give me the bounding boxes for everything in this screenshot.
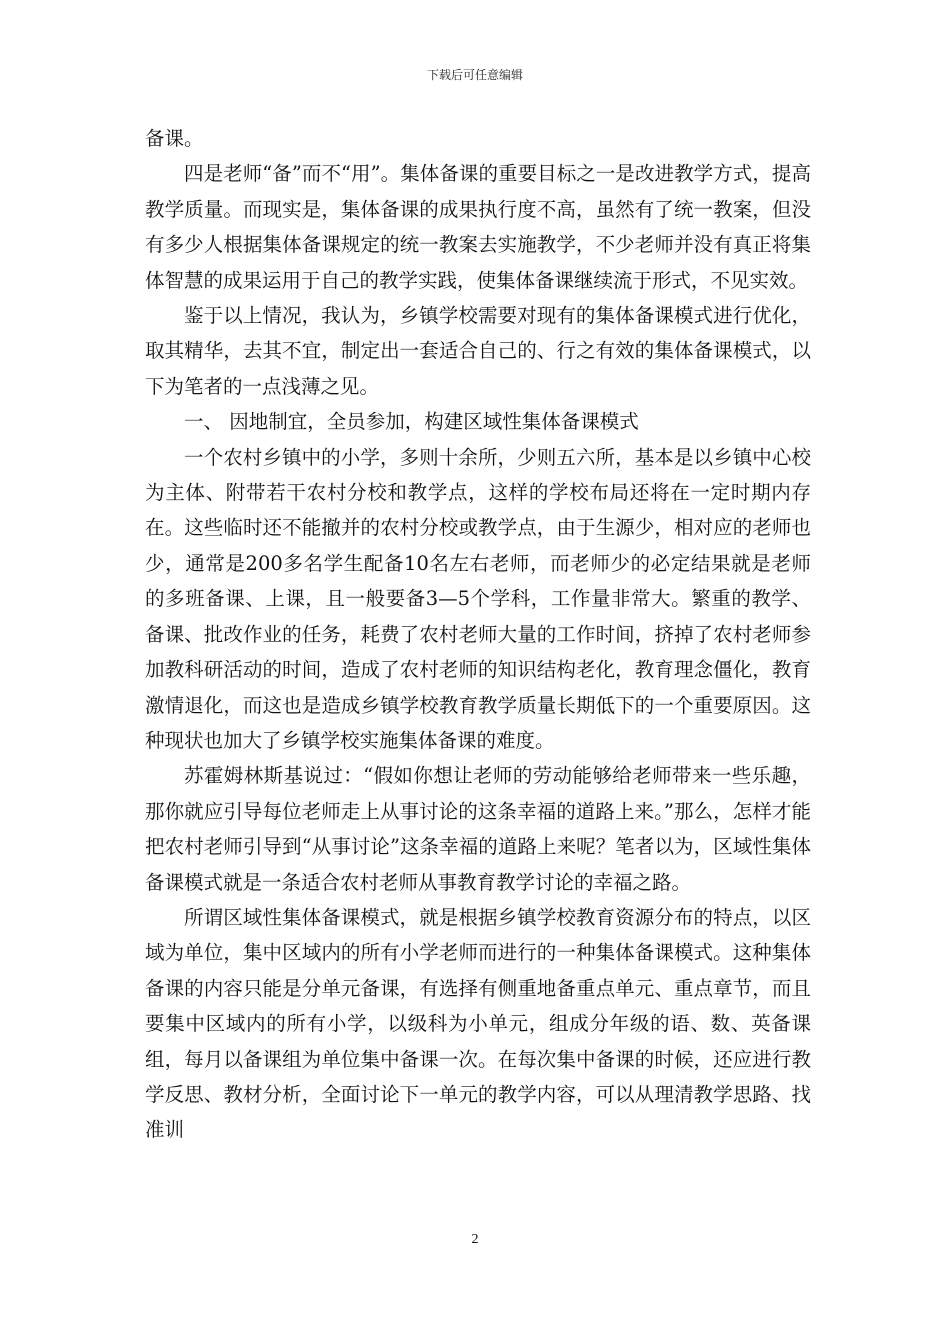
- section-heading: 一、 因地制宜，全员参加，构建区域性集体备课模式: [184, 410, 639, 434]
- paragraph-4: 一个农村乡镇中的小学，多则十余所，少则五六所，基本是以乡镇中心校为主体、附带若干农村分校和教学点，这样的学校布局还将在一定时期内存在。这些临时还不能撤并的农村分校或教学点，由于生源少，相对应的老师也少，通常是200多名学生配备10名左右老师，而老师少的必定结果就是老师的多班备课、上课，且一般要备3—5个学科，工作量非常大。繁重的教学、备课、批改作业的任务，耗费了农村老师大量的工作时间，挤掉了农村老师参加教科研活动的时间，造成了农村老师的知识结构老化，教育理念僵化，教育激情退化，而这也是造成乡镇学校教育教学质量长期低下的一个重要原因。这种现状也加大了乡镇学校实施集体备课的难度。: [145, 445, 811, 752]
- paragraph-6: 所谓区域性集体备课模式，就是根据乡镇学校教育资源分布的特点，以区域为单位，集中区域内的所有小学老师而进行的一种集体备课模式。这种集体备课的内容只能是分单元备课，有选择有侧重地备重点单元、重点章节，而且要集中区域内的所有小学，以级科为小单元，组成分年级的语、数、英备课组，每月以备课组为单位集中备课一次。在每次集中备课的时候，还应进行教学反思、教材分析，全面讨论下一单元的教学内容，可以从理清教学思路、找准训: [145, 905, 811, 1142]
- document-body: [145, 121, 811, 1148]
- paragraph-5: 苏霍姆林斯基说过：“假如你想让老师的劳动能够给老师带来一些乐趣，那你就应引导每位老师走上从事讨论的这条幸福的道路上来。”那么，怎样才能把农村老师引导到“从事讨论”这条幸福的道路上来呢？笔者以为，区域性集体备课模式就是一条适合农村老师从事教育教学讨论的幸福之路。: [145, 764, 811, 894]
- paragraph-1: 备课。: [145, 127, 204, 150]
- paragraph-3: 鉴于以上情况，我认为，乡镇学校需要对现有的集体备课模式进行优化，取其精华，去其不宜，制定出一套适合自己的、行之有效的集体备课模式，以下为笔者的一点浅薄之见。: [145, 304, 811, 398]
- page-number: 2: [471, 1232, 479, 1247]
- page-header: 下载后可任意编辑: [426, 68, 523, 82]
- paragraph-2: 四是老师“备”而不“用”。集体备课的重要目标之一是改进教学方式，提高教学质量。而现实是，集体备课的成果执行度不高，虽然有了统一教案，但没有多少人根据集体备课规定的统一教案去实施教学，不少老师并没有真正将集体智慧的成果运用于自己的教学实践，使集体备课继续流于形式，不见实效。: [145, 162, 811, 292]
